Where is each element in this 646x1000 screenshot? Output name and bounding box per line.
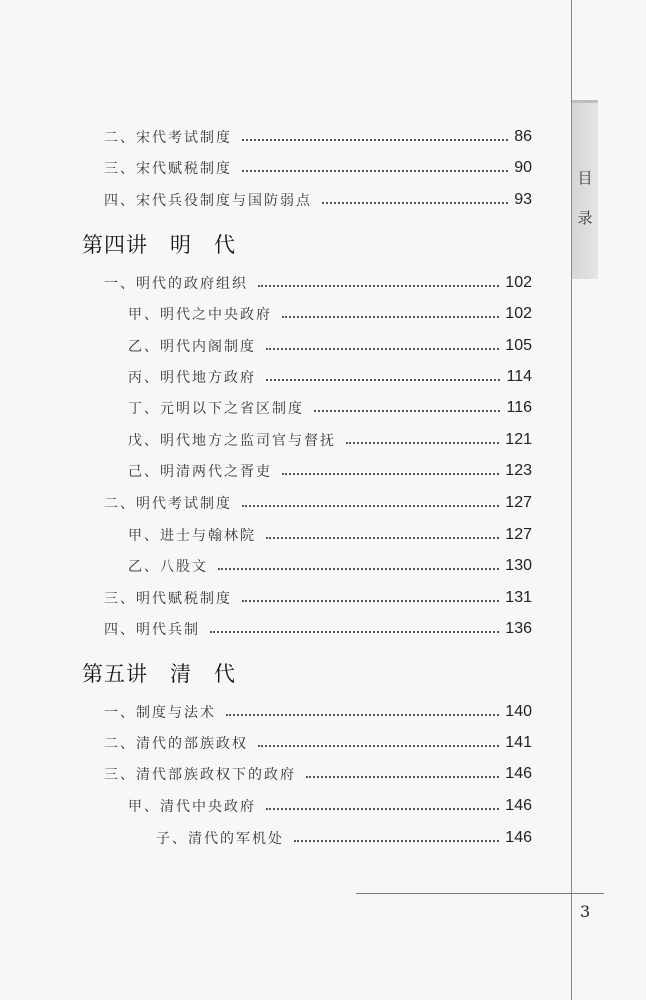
toc-subentry[interactable] xyxy=(128,523,532,547)
toc-entry-page: 141 xyxy=(505,734,532,751)
leader-dots xyxy=(294,840,499,842)
toc-entry-page: 90 xyxy=(514,159,532,176)
toc-entry-label: 二、清代的部族政权 xyxy=(104,736,248,752)
toc-subentry[interactable] xyxy=(128,554,532,578)
page-number: 3 xyxy=(580,902,591,921)
toc-entry-page: 114 xyxy=(506,368,532,385)
toc-entry-label: 二、宋代考试制度 xyxy=(104,130,232,146)
toc-entry[interactable] xyxy=(104,700,532,724)
toc-entry-page: 127 xyxy=(505,526,532,543)
leader-dots xyxy=(242,139,508,141)
leader-dots xyxy=(266,808,499,810)
toc-subentry[interactable] xyxy=(128,428,532,452)
toc-entry-page: 140 xyxy=(505,703,532,720)
toc-subentry[interactable] xyxy=(128,334,532,358)
toc-subsubentry[interactable] xyxy=(156,826,532,850)
tab-char-2: 录 xyxy=(577,209,593,227)
toc-subentry[interactable] xyxy=(128,302,532,326)
chapter-heading[interactable]: 第五讲 清 代 xyxy=(82,662,236,686)
leader-dots xyxy=(242,600,499,602)
toc-entry-label: 乙、明代内阁制度 xyxy=(128,339,256,355)
chapter-heading[interactable]: 第四讲 明 代 xyxy=(82,233,236,257)
leader-dots xyxy=(282,473,499,475)
toc-entry-label: 三、清代部族政权下的政府 xyxy=(104,767,296,783)
toc-entry-page: 102 xyxy=(505,305,532,322)
toc-entry-label: 戊、明代地方之监司官与督抚 xyxy=(128,433,336,449)
toc-entry-label: 四、宋代兵役制度与国防弱点 xyxy=(104,193,312,209)
toc-entry-label: 己、明清两代之胥吏 xyxy=(128,464,272,480)
toc-entry-page: 131 xyxy=(505,589,532,606)
toc-entry[interactable] xyxy=(104,491,532,515)
toc-entry-label: 子、清代的军机处 xyxy=(156,831,284,847)
toc-entry-label: 甲、清代中央政府 xyxy=(128,799,256,815)
toc-entry-page: 146 xyxy=(505,829,532,846)
toc-entry-page: 105 xyxy=(505,337,532,354)
toc-subentry[interactable] xyxy=(128,459,532,483)
toc-entry-label: 二、明代考试制度 xyxy=(104,496,232,512)
toc-entry-label: 一、明代的政府组织 xyxy=(104,276,248,292)
toc-entry[interactable] xyxy=(104,617,532,641)
leader-dots xyxy=(282,316,499,318)
toc-entry-label: 丙、明代地方政府 xyxy=(128,370,256,386)
toc-entry-label: 三、明代赋税制度 xyxy=(104,591,232,607)
leader-dots xyxy=(266,348,499,350)
leader-dots xyxy=(218,568,499,570)
toc-entry-page: 130 xyxy=(505,557,532,574)
toc-entry-label: 丁、元明以下之省区制度 xyxy=(128,401,304,417)
toc-subentry[interactable] xyxy=(128,794,532,818)
toc-entry-page: 136 xyxy=(505,620,532,637)
toc-subentry[interactable] xyxy=(128,396,532,420)
toc-entry[interactable] xyxy=(104,156,532,180)
footer-rule xyxy=(356,893,604,894)
toc-entry-label: 一、制度与法术 xyxy=(104,705,216,721)
toc-entry[interactable] xyxy=(104,271,532,295)
toc-entry-label: 乙、八股文 xyxy=(128,559,208,575)
toc-entry-label: 甲、明代之中央政府 xyxy=(128,307,272,323)
toc-entry-page: 121 xyxy=(505,431,532,448)
toc-entry-label: 三、宋代赋税制度 xyxy=(104,161,232,177)
toc-entry[interactable] xyxy=(104,731,532,755)
leader-dots xyxy=(226,714,499,716)
leader-dots xyxy=(322,202,508,204)
leader-dots xyxy=(306,776,499,778)
leader-dots xyxy=(242,505,499,507)
toc-subentry[interactable] xyxy=(128,365,532,389)
tab-char-1: 目 xyxy=(577,169,593,187)
toc-entry[interactable] xyxy=(104,188,532,212)
toc-entry-page: 116 xyxy=(506,399,532,416)
toc-entry[interactable] xyxy=(104,586,532,610)
leader-dots xyxy=(242,170,508,172)
toc-entry-label: 四、明代兵制 xyxy=(104,622,200,638)
toc-entry-label: 甲、进士与翰林院 xyxy=(128,528,256,544)
leader-dots xyxy=(210,631,499,633)
toc-entry-page: 146 xyxy=(505,797,532,814)
toc-entry-page: 146 xyxy=(505,765,532,782)
leader-dots xyxy=(258,285,499,287)
toc-entry-page: 93 xyxy=(514,191,532,208)
section-tab xyxy=(572,100,598,279)
toc-entry-page: 127 xyxy=(505,494,532,511)
leader-dots xyxy=(258,745,499,747)
toc-entry-page: 102 xyxy=(505,274,532,291)
leader-dots xyxy=(266,379,500,381)
leader-dots xyxy=(346,442,499,444)
toc-entry[interactable] xyxy=(104,762,532,786)
toc-entry-page: 123 xyxy=(505,462,532,479)
toc-entry-page: 86 xyxy=(514,128,532,145)
leader-dots xyxy=(314,410,500,412)
leader-dots xyxy=(266,537,499,539)
toc-entry[interactable] xyxy=(104,125,532,149)
